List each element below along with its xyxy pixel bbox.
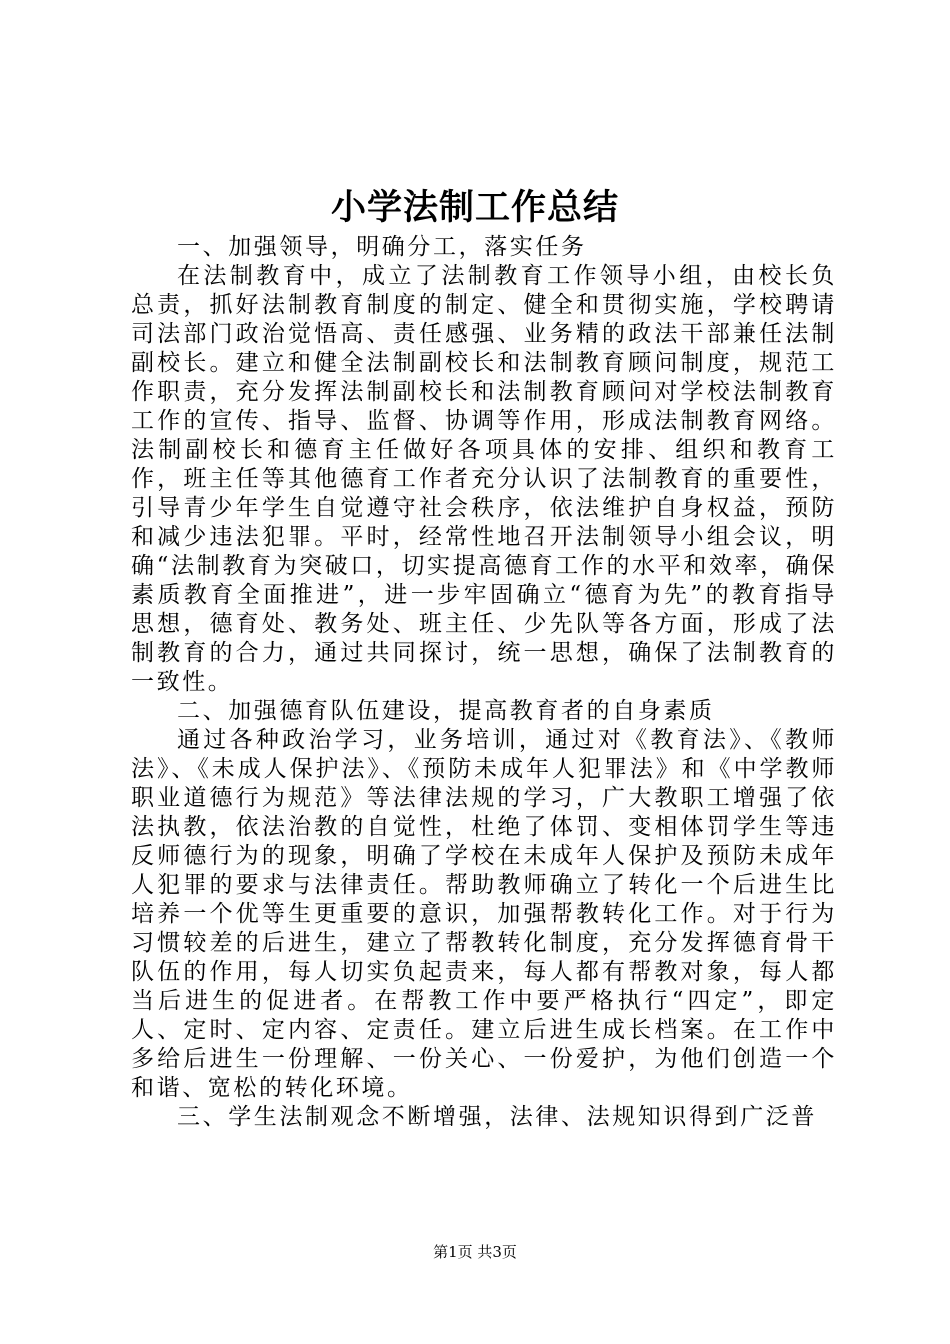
section-2-paragraph: 通过各种政治学习，业务培训，通过对《教育法》、《教师法》、《未成人保护法》、《预防未成年人犯罪法》和《中学教师职业道德行为规范》等法律法规的学习，广大教职工增强了依法执教，依法治教的自觉性，杜绝了体罚、变相体罚学生等违反师德行为的现象，明确了学校在未成年人保护及预防未成年人犯罪的要求与法律责任。帮助教师确立了转化一个后进生比培养一个优等生更重要的意识，加强帮教转化工作。对于行为习惯较差的后进生，建立了帮教转化制度，充分发挥德育骨干队伍的作用，每人切实负起责来，每人都有帮教对象，每人都当后进生的促进者。在帮教工作中要严格执行“四定”，即定人、定时、定内容、定责任。建立后进生成长档案。在工作中多给后进生一份理解、一份关心、一份爱护，为他们创造一个和谐、宽松的转化环境。 xyxy=(131,727,837,1101)
document-title: 小学法制工作总结 xyxy=(330,187,619,228)
document-body xyxy=(131,233,837,1132)
page-number-footer: 第1页 共3页 xyxy=(433,1243,517,1261)
section-2-heading: 二、加强德育队伍建设，提高教育者的自身素质 xyxy=(177,698,715,724)
section-1-paragraph: 在法制教育中，成立了法制教育工作领导小组，由校长负总责，抓好法制教育制度的制定、健全和贯彻实施，学校聘请司法部门政治觉悟高、责任感强、业务精的政法干部兼任法制副校长。建立和健全法制副校长和法制教育顾问制度，规范工作职责，充分发挥法制副校长和法制教育顾问对学校法制教育工作的宣传、指导、监督、协调等作用，形成法制教育网络。法制副校长和德育主任做好各项具体的安排、组织和教育工作，班主任等其他德育工作者充分认识了法制教育的重要性，引导青少年学生自觉遵守社会秩序，依法维护自身权益，预防和减少违法犯罪。平时，经常性地召开法制领导小组会议，明确“法制教育为突破口，切实提高德育工作的水平和效率，确保素质教育全面推进”，进一步牢固确立“德育为先”的教育指导思想，德育处、教务处、班主任、少先队等各方面，形成了法制教育的合力，通过共同探讨，统一思想，确保了法制教育的一致性。 xyxy=(131,263,837,695)
section-1-heading: 一、加强领导，明确分工，落实任务 xyxy=(177,234,587,260)
section-3-heading: 三、学生法制观念不断增强，法律、法规知识得到广泛普 xyxy=(177,1104,817,1130)
